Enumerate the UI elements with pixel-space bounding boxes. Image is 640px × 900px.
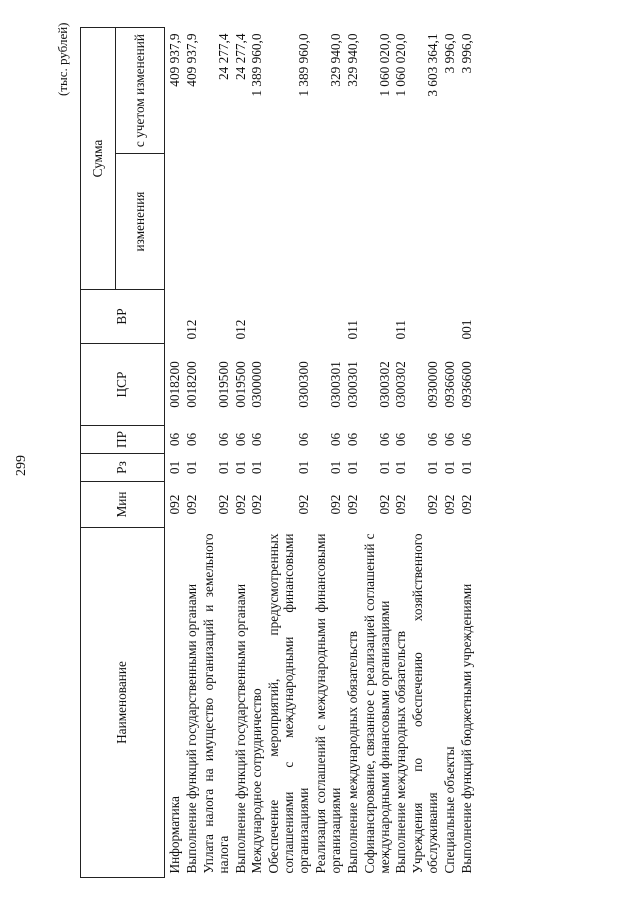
row-name: Специальные объекты	[442, 746, 458, 874]
row-min: 092	[393, 494, 409, 515]
row-total: 1 060 020,0	[376, 33, 392, 97]
row-min: 092	[344, 494, 360, 515]
header-sum: Сумма	[81, 28, 116, 290]
page-number: 299	[14, 455, 29, 476]
header-name: Наименование	[81, 528, 165, 878]
row-rz: 01	[344, 460, 360, 475]
row-name: Уплата налога на имущество организаций и земельного налога	[200, 533, 231, 874]
row-csr: 0930000	[425, 361, 441, 408]
row-total: 329 940,0	[327, 33, 343, 87]
row-csr: 0300301	[344, 361, 360, 408]
row-vr	[442, 290, 459, 344]
row-total: 329 940,0	[344, 33, 360, 87]
row-name: Выполнение функций государственными органами	[232, 583, 248, 874]
table-row	[184, 28, 201, 878]
row-pr: 06	[393, 432, 409, 447]
row-changes	[345, 154, 362, 290]
row-pr: 06	[183, 432, 199, 447]
row-min: 092	[425, 494, 441, 515]
row-csr: 0300302	[393, 361, 409, 408]
table-row	[393, 28, 410, 878]
row-name: Выполнение международных обязательств	[393, 630, 409, 874]
table-row	[266, 28, 313, 878]
row-min: 092	[183, 494, 199, 515]
row-name: Софинансирование, связанное с реализацией соглашений с международными финансовыми организациями	[361, 533, 392, 874]
table-row	[201, 28, 233, 878]
row-rz: 01	[232, 460, 248, 475]
row-changes	[233, 154, 250, 290]
row-name: Информатика	[167, 796, 182, 874]
row-name: Выполнение функций бюджетными учреждениями	[459, 583, 475, 874]
header-with-changes: с учетом изменений	[116, 28, 165, 154]
header-pr: ПР	[81, 426, 165, 454]
header-min: Мин	[81, 482, 165, 528]
row-changes	[249, 154, 266, 290]
row-total: 409 937,9	[183, 33, 199, 87]
row-pr: 06	[249, 432, 265, 447]
row-vr: 011	[344, 320, 360, 340]
row-changes	[313, 154, 345, 290]
row-changes	[362, 154, 394, 290]
row-total: 1 389 960,0	[296, 33, 312, 97]
row-csr: 0300301	[327, 361, 343, 408]
table-row	[410, 28, 442, 878]
row-rz: 01	[376, 460, 392, 475]
row-csr: 0019500	[215, 361, 231, 408]
budget-table	[80, 27, 476, 878]
row-changes	[165, 154, 184, 290]
row-vr	[249, 290, 266, 344]
row-pr: 06	[167, 432, 182, 447]
row-changes	[266, 154, 313, 290]
row-rz: 01	[459, 460, 475, 475]
row-total: 1 389 960,0	[249, 33, 265, 97]
unit-note: (тыс. рублей)	[55, 22, 70, 96]
row-min: 092	[249, 494, 265, 515]
row-total: 409 937,9	[167, 33, 182, 87]
row-rz: 01	[327, 460, 343, 475]
row-pr: 06	[296, 432, 312, 447]
row-csr: 0936600	[459, 361, 475, 408]
row-rz: 01	[442, 460, 458, 475]
row-vr	[165, 290, 184, 344]
row-rz: 01	[215, 460, 231, 475]
table-row	[313, 28, 345, 878]
row-csr: 0300000	[249, 361, 265, 408]
table-row	[442, 28, 459, 878]
table-body	[165, 28, 476, 878]
row-pr: 06	[232, 432, 248, 447]
row-min: 092	[215, 494, 231, 515]
row-pr: 06	[327, 432, 343, 447]
row-pr: 06	[215, 432, 231, 447]
row-min: 092	[459, 494, 475, 515]
row-csr: 0300300	[296, 361, 312, 408]
row-pr: 06	[442, 432, 458, 447]
table-row	[249, 28, 266, 878]
row-total: 24 277,4	[232, 33, 248, 81]
row-name: Международное сотрудничество	[249, 688, 265, 874]
row-pr: 06	[425, 432, 441, 447]
row-min: 092	[442, 494, 458, 515]
row-csr: 0018200	[167, 361, 182, 408]
row-min: 092	[376, 494, 392, 515]
table-row	[165, 28, 184, 878]
row-vr: 011	[393, 320, 409, 340]
row-vr: 001	[459, 319, 475, 340]
row-min: 092	[167, 494, 182, 515]
header-vr: ВР	[81, 290, 165, 344]
row-total: 24 277,4	[215, 33, 231, 81]
row-vr	[201, 290, 233, 344]
table-row	[345, 28, 362, 878]
row-rz: 01	[425, 460, 441, 475]
row-changes	[201, 154, 233, 290]
row-name: Выполнение международных обязательств	[344, 630, 360, 874]
row-total: 3 996,0	[459, 33, 475, 74]
row-changes	[442, 154, 459, 290]
row-changes	[184, 154, 201, 290]
row-rz: 01	[167, 460, 182, 475]
row-total: 3 603 364,1	[425, 33, 441, 97]
row-csr: 0018200	[183, 361, 199, 408]
row-vr	[410, 290, 442, 344]
row-csr: 0936600	[442, 361, 458, 408]
row-vr: 012	[183, 319, 199, 340]
row-name: Обеспечение мероприятий, предусмотренных соглашениями с международными финансовыми организациями	[266, 533, 312, 874]
row-min: 092	[232, 494, 248, 515]
row-changes	[410, 154, 442, 290]
row-pr: 06	[459, 432, 475, 447]
header-rz: Рз	[81, 454, 165, 482]
row-name: Реализация соглашений с международными финансовыми организациями	[313, 533, 343, 874]
row-rz: 01	[249, 460, 265, 475]
header-changes: изменения	[116, 154, 165, 290]
row-csr: 0300302	[376, 361, 392, 408]
row-pr: 06	[376, 432, 392, 447]
row-name: Учреждения по обеспечению хозяйственного обслуживания	[410, 533, 441, 874]
row-rz: 01	[393, 460, 409, 475]
row-vr	[362, 290, 394, 344]
table-row	[459, 28, 476, 878]
row-rz: 01	[183, 460, 199, 475]
row-min: 092	[296, 494, 312, 515]
row-name: Выполнение функций государственными органами	[183, 583, 199, 874]
table-row	[233, 28, 250, 878]
row-vr	[313, 290, 345, 344]
row-vr	[266, 290, 313, 344]
header-csr: ЦСР	[81, 344, 165, 426]
row-csr: 0019500	[232, 361, 248, 408]
row-min: 092	[327, 494, 343, 515]
row-changes	[459, 154, 476, 290]
row-total: 1 060 020,0	[393, 33, 409, 97]
row-vr: 012	[232, 319, 248, 340]
row-changes	[393, 154, 410, 290]
row-total: 3 996,0	[442, 33, 458, 74]
row-pr: 06	[344, 432, 360, 447]
table-row	[362, 28, 394, 878]
row-rz: 01	[296, 460, 312, 475]
